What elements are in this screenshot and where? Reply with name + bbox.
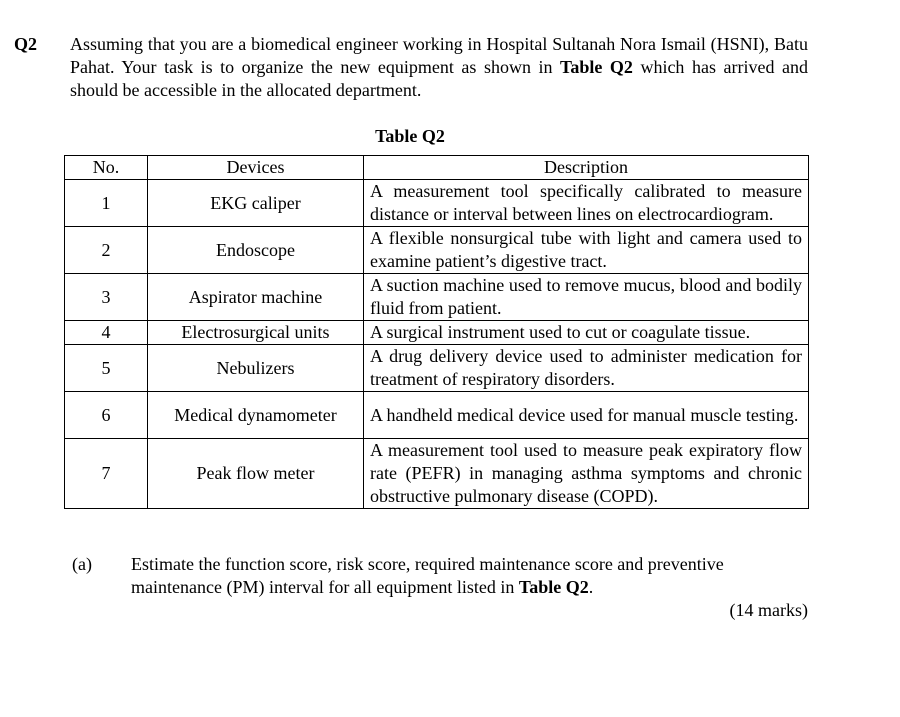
row-device: EKG caliper [148,180,364,227]
row-device: Electrosurgical units [148,321,364,345]
row-number: 1 [65,180,148,227]
part-a-text-1: Estimate the function score, risk score, required maintenance score and preventive maintenance (PM) interval for all equipment listed in [131,554,724,597]
question-intro [70,33,808,102]
row-number: 6 [65,392,148,439]
part-a-label: (a) [72,554,92,574]
table-row [65,274,809,321]
row-device: Medical dynamometer [148,392,364,439]
header-devices: Devices [148,156,364,180]
table-row [65,439,809,509]
row-number: 4 [65,321,148,345]
part-a-text-2: . [588,577,594,597]
part-a-table-reference: Table Q2 [518,577,589,597]
row-device: Peak flow meter [148,439,364,509]
row-device: Nebulizers [148,345,364,392]
intro-table-reference: Table Q2 [560,57,633,77]
header-description: Description [364,156,809,180]
part-a-marks: (14 marks) [729,600,808,620]
table-row [65,227,809,274]
table-row [65,180,809,227]
row-number: 2 [65,227,148,274]
row-description: A surgical instrument used to cut or coagulate tissue. [364,321,809,345]
row-description: A drug delivery device used to administer medication for treatment of respiratory disorders. [364,345,809,392]
row-number: 5 [65,345,148,392]
row-number: 7 [65,439,148,509]
intro-text-part2: which has arrived and should be accessible in the allocated department. [70,57,808,100]
table-title: Table Q2 [375,126,445,146]
table-header-row [65,156,809,180]
part-a-question [131,553,808,599]
table-row [65,345,809,392]
table-row [65,392,809,439]
row-device: Aspirator machine [148,274,364,321]
table-row [65,321,809,345]
row-number: 3 [65,274,148,321]
row-description: A flexible nonsurgical tube with light and camera used to examine patient’s digestive tract. [364,227,809,274]
row-description: A suction machine used to remove mucus, blood and bodily fluid from patient. [364,274,809,321]
row-description: A handheld medical device used for manual muscle testing. [364,392,809,439]
row-description: A measurement tool used to measure peak expiratory flow rate (PEFR) in managing asthma symptoms and chronic obstructive pulmonary disease (COPD). [364,439,809,509]
question-number: Q2 [14,34,38,54]
row-device: Endoscope [148,227,364,274]
header-no: No. [65,156,148,180]
row-description: A measurement tool specifically calibrated to measure distance or interval between lines on electrocardiogram. [364,180,809,227]
equipment-table [64,155,809,509]
intro-text-part1: Assuming that you are a biomedical engineer working in Hospital Sultanah Nora Ismail (HSNI), Batu Pahat. Your task is to organize the new equipment as shown in [70,34,808,77]
